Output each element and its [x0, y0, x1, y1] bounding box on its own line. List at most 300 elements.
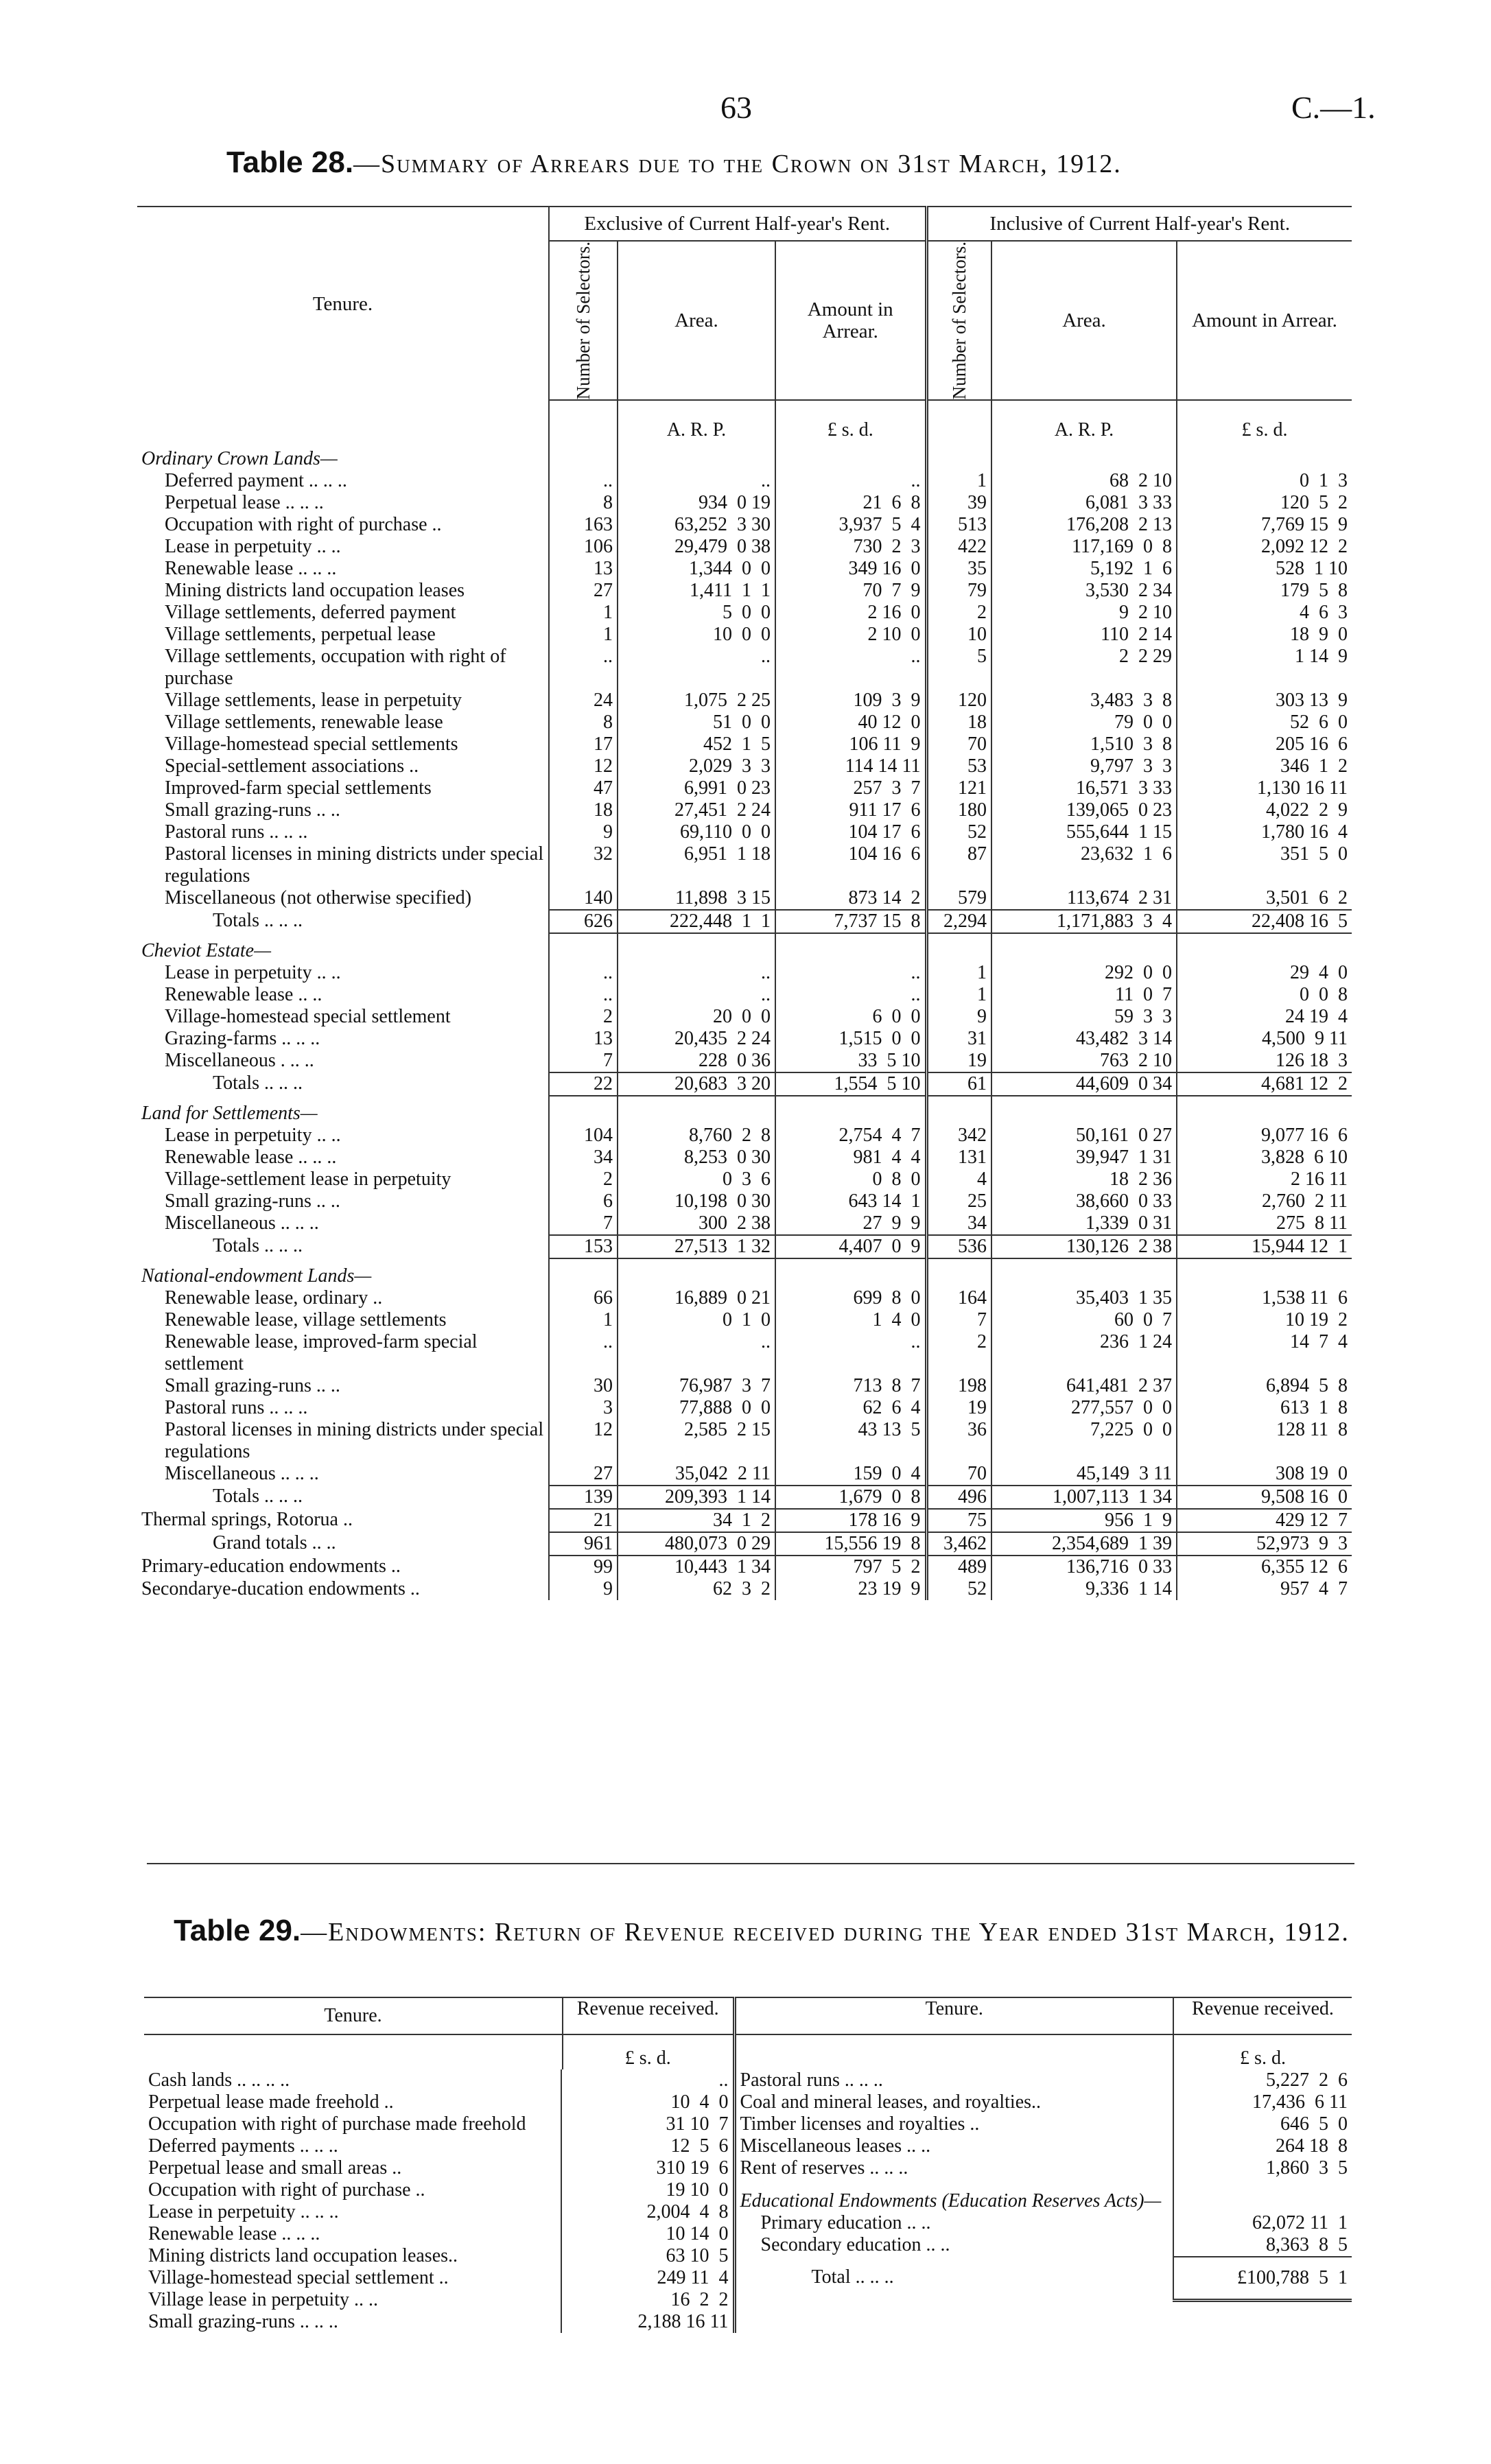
table-row	[137, 962, 1352, 984]
list-item	[144, 2223, 733, 2245]
empty-cell	[991, 1096, 1177, 1125]
area-inclusive: 38,660 0 33	[991, 1190, 1177, 1212]
amount-exclusive: 23 19 9	[775, 1578, 926, 1600]
selectors-exclusive: 163	[549, 514, 618, 536]
amount-exclusive: 257 3 7	[775, 777, 926, 799]
area-exclusive: 6,991 0 23	[618, 777, 775, 799]
list-item-label: Rent of reserves .. .. ..	[740, 2157, 908, 2179]
amount-inclusive: 429 12 7	[1177, 1509, 1352, 1532]
amount-exclusive: 730 2 3	[775, 536, 926, 558]
area-inclusive: 110 2 14	[991, 624, 1177, 646]
selectors-inclusive: 31	[926, 1028, 991, 1050]
amount-exclusive: ..	[775, 470, 926, 492]
total-row	[137, 1486, 1352, 1509]
list-item	[144, 2069, 733, 2091]
selectors-inclusive: 164	[926, 1287, 991, 1309]
selectors-inclusive: 131	[926, 1147, 991, 1169]
area-exclusive: 0 1 0	[618, 1309, 775, 1331]
list-item	[144, 2201, 733, 2223]
list-item-label: Cash lands .. .. .. ..	[148, 2069, 290, 2091]
selectors-inclusive: 70	[926, 734, 991, 755]
row-label: Grand totals .. ..	[213, 1532, 336, 1554]
amount-exclusive: 643 14 1	[775, 1190, 926, 1212]
amount-inclusive: 29 4 0	[1177, 962, 1352, 984]
row-label: Village settlements, deferred payment	[165, 602, 456, 624]
selectors-inclusive: 1	[926, 470, 991, 492]
t29-revenue-header-right: Revenue received.	[1173, 1997, 1352, 2034]
selectors-exclusive: 30	[549, 1375, 618, 1397]
table-row	[137, 1006, 1352, 1028]
list-item-label: Perpetual lease and small areas ..	[148, 2157, 402, 2179]
selectors-inclusive: 513	[926, 514, 991, 536]
list-item-value: 10 4 0	[561, 2091, 733, 2113]
amount-inclusive: 351 5 0	[1177, 843, 1352, 887]
amount-exclusive: 349 16 0	[775, 558, 926, 580]
amount-exclusive: 911 17 6	[775, 799, 926, 821]
list-item-label: Occupation with right of purchase ..	[148, 2179, 425, 2201]
area-inclusive: 43,482 3 14	[991, 1028, 1177, 1050]
table-row	[137, 1309, 1352, 1331]
total-row	[137, 1072, 1352, 1096]
table28	[137, 206, 1352, 1600]
selectors-inclusive: 10	[926, 624, 991, 646]
area-inclusive: 1,171,883 3 4	[991, 910, 1177, 933]
area-exclusive: 6,951 1 18	[618, 843, 775, 887]
section-heading: Ordinary Crown Lands—	[141, 448, 338, 470]
row-label: Secondarye-ducation endowments ..	[141, 1578, 420, 1600]
selectors-inclusive: 75	[926, 1509, 991, 1532]
empty-cell	[549, 1258, 618, 1287]
selectors-exclusive: 27	[549, 1463, 618, 1486]
amount-inclusive: 275 8 11	[1177, 1212, 1352, 1235]
selectors-header-exclusive: Number of Selectors.	[573, 242, 594, 400]
area-inclusive: 44,609 0 34	[991, 1072, 1177, 1096]
area-inclusive: 16,571 3 33	[991, 777, 1177, 799]
area-inclusive: 11 0 7	[991, 984, 1177, 1006]
empty-cell	[549, 441, 618, 470]
amount-exclusive: 62 6 4	[775, 1397, 926, 1419]
selectors-inclusive: 9	[926, 1006, 991, 1028]
row-label: Pastoral runs .. .. ..	[165, 821, 308, 843]
area-exclusive: 5 0 0	[618, 602, 775, 624]
table29-label: Table 29.	[174, 1914, 301, 1947]
amount-inclusive: 613 1 8	[1177, 1397, 1352, 1419]
area-inclusive: 23,632 1 6	[991, 843, 1177, 887]
empty-cell	[775, 1096, 926, 1125]
selectors-exclusive: 2	[549, 1006, 618, 1028]
amount-exclusive: 33 5 10	[775, 1050, 926, 1072]
area-inclusive: 1,510 3 8	[991, 734, 1177, 755]
table-row	[137, 821, 1352, 843]
amount-exclusive: 981 4 4	[775, 1147, 926, 1169]
amount-inclusive: 308 19 0	[1177, 1463, 1352, 1486]
list-item	[144, 2091, 733, 2113]
amount-exclusive: 4,407 0 9	[775, 1235, 926, 1258]
area-exclusive: 29,479 0 38	[618, 536, 775, 558]
area-inclusive: 39,947 1 31	[991, 1147, 1177, 1169]
amount-inclusive: 2,760 2 11	[1177, 1190, 1352, 1212]
area-inclusive: 277,557 0 0	[991, 1397, 1177, 1419]
selectors-exclusive: 1	[549, 624, 618, 646]
page-number: 63	[720, 90, 752, 125]
selectors-exclusive: ..	[549, 470, 618, 492]
area-exclusive: ..	[618, 1331, 775, 1375]
table-row	[137, 1463, 1352, 1486]
amount-exclusive: 70 7 9	[775, 580, 926, 602]
empty-cell	[926, 441, 991, 470]
area-inclusive: 7,225 0 0	[991, 1419, 1177, 1463]
table-row	[137, 492, 1352, 514]
amount-inclusive: 957 4 7	[1177, 1578, 1352, 1600]
area-inclusive: 79 0 0	[991, 712, 1177, 734]
area-header-inclusive: Area.	[991, 241, 1177, 400]
row-label: Pastoral licenses in mining districts under special regulations	[165, 843, 544, 887]
row-label: Small grazing-runs .. ..	[165, 799, 340, 821]
row-label: Renewable lease, village settlements	[165, 1309, 447, 1331]
area-exclusive: 222,448 1 1	[618, 910, 775, 933]
area-inclusive: 1,007,113 1 34	[991, 1486, 1177, 1509]
list-item-value: 646 5 0	[1173, 2113, 1352, 2135]
list-item-value: 63 10 5	[561, 2245, 733, 2267]
list-item-label: Timber licenses and royalties ..	[740, 2113, 980, 2135]
selectors-exclusive: 8	[549, 492, 618, 514]
table-row	[137, 1509, 1352, 1532]
table-row	[137, 843, 1352, 887]
list-item	[736, 2069, 1352, 2091]
area-exclusive: 480,073 0 29	[618, 1532, 775, 1556]
table28-caption: —Summary of Arrears due to the Crown on 31st March, 1912.	[353, 150, 1122, 178]
amount-exclusive: 27 9 9	[775, 1212, 926, 1235]
list-item-value: ..	[561, 2069, 733, 2091]
area-exclusive: 2,029 3 3	[618, 755, 775, 777]
amount-inclusive: 2 16 11	[1177, 1169, 1352, 1190]
selectors-exclusive: 66	[549, 1287, 618, 1309]
area-exclusive: 452 1 5	[618, 734, 775, 755]
row-label: Lease in perpetuity .. ..	[165, 1125, 341, 1147]
area-inclusive: 50,161 0 27	[991, 1125, 1177, 1147]
list-item-value: 16 2 2	[561, 2289, 733, 2311]
list-item-label: Mining districts land occupation leases..	[148, 2245, 458, 2266]
selectors-inclusive: 53	[926, 755, 991, 777]
list-item-label: Lease in perpetuity .. .. ..	[148, 2201, 339, 2222]
table-row	[137, 602, 1352, 624]
amount-inclusive: 18 9 0	[1177, 624, 1352, 646]
row-label: Miscellaneous . .. ..	[165, 1050, 314, 1072]
list-item	[144, 2113, 733, 2135]
list-item-label: Renewable lease .. .. ..	[148, 2223, 320, 2244]
area-inclusive: 35,403 1 35	[991, 1287, 1177, 1309]
selectors-exclusive: 140	[549, 887, 618, 910]
list-item	[736, 2157, 1352, 2179]
amount-inclusive: 4,022 2 9	[1177, 799, 1352, 821]
empty-cell	[618, 933, 775, 962]
row-label: Renewable lease, ordinary ..	[165, 1287, 383, 1309]
list-item-value: 5,227 2 6	[1173, 2069, 1352, 2091]
table-row	[137, 1419, 1352, 1463]
table29-caption: —Endowments: Return of Revenue received during the Year ended 31st March, 1912.	[301, 1918, 1350, 1947]
amount-header-exclusive: Amount in Arrear.	[775, 241, 926, 400]
empty-cell	[991, 933, 1177, 962]
amount-inclusive: 3,828 6 10	[1177, 1147, 1352, 1169]
area-exclusive: 16,889 0 21	[618, 1287, 775, 1309]
area-exclusive: 20,435 2 24	[618, 1028, 775, 1050]
amount-exclusive: 106 11 9	[775, 734, 926, 755]
area-exclusive: 76,987 3 7	[618, 1375, 775, 1397]
row-label: Mining districts land occupation leases	[165, 580, 465, 602]
table-row	[137, 1331, 1352, 1375]
selectors-exclusive: 22	[549, 1072, 618, 1096]
area-exclusive: 934 0 19	[618, 492, 775, 514]
list-item-value: 2,004 4 8	[561, 2201, 733, 2223]
table-row	[137, 1050, 1352, 1072]
t29-units-right: £ s. d.	[1173, 2034, 1352, 2069]
amount-inclusive: 4 6 3	[1177, 602, 1352, 624]
row-label: Renewable lease .. .. ..	[165, 1147, 337, 1169]
table29	[144, 1997, 1352, 2333]
list-item-value: 17,436 6 11	[1173, 2091, 1352, 2113]
amount-inclusive: 346 1 2	[1177, 755, 1352, 777]
list-item	[736, 2212, 1352, 2234]
selectors-inclusive: 61	[926, 1072, 991, 1096]
list-item	[144, 2179, 733, 2201]
list-item-label: Village-homestead special settlement ..	[148, 2267, 449, 2288]
selectors-exclusive: 34	[549, 1147, 618, 1169]
area-inclusive: 3,483 3 8	[991, 690, 1177, 712]
area-inclusive: 68 2 10	[991, 470, 1177, 492]
area-exclusive: 69,110 0 0	[618, 821, 775, 843]
area-exclusive: 10,443 1 34	[618, 1556, 775, 1578]
row-label: Village settlements, perpetual lease	[165, 624, 436, 646]
row-label: Totals .. .. ..	[213, 1235, 303, 1257]
area-inclusive: 9,336 1 14	[991, 1578, 1177, 1600]
table-row	[137, 536, 1352, 558]
area-exclusive: 209,393 1 14	[618, 1486, 775, 1509]
area-exclusive: ..	[618, 984, 775, 1006]
row-label: Pastoral runs .. .. ..	[165, 1397, 308, 1419]
list-item-value: 264 18 8	[1173, 2135, 1352, 2157]
area-exclusive: 20,683 3 20	[618, 1072, 775, 1096]
selectors-exclusive: 13	[549, 1028, 618, 1050]
row-label: Village-homestead special settlement	[165, 1006, 451, 1028]
list-item-label: Small grazing-runs .. .. ..	[148, 2311, 338, 2332]
amount-exclusive: 873 14 2	[775, 887, 926, 910]
amount-exclusive: 15,556 19 8	[775, 1532, 926, 1556]
amount-inclusive: 4,681 12 2	[1177, 1072, 1352, 1096]
row-label: Totals .. .. ..	[213, 1072, 303, 1094]
table-row	[137, 777, 1352, 799]
selectors-exclusive: ..	[549, 984, 618, 1006]
selectors-exclusive: 106	[549, 536, 618, 558]
amount-inclusive: 14 7 4	[1177, 1331, 1352, 1375]
table-row	[137, 1397, 1352, 1419]
list-item-label: Primary education .. ..	[760, 2212, 931, 2233]
t29-revenue-header-left: Revenue received.	[563, 1997, 734, 2034]
empty-cell	[618, 1258, 775, 1287]
list-item-value: 12 5 6	[561, 2135, 733, 2157]
selectors-inclusive: 36	[926, 1419, 991, 1463]
selectors-inclusive: 4	[926, 1169, 991, 1190]
row-label: Totals .. .. ..	[213, 1486, 303, 1507]
area-inclusive: 6,081 3 33	[991, 492, 1177, 514]
selectors-exclusive: 104	[549, 1125, 618, 1147]
table-row	[137, 558, 1352, 580]
grand-total-row	[137, 1532, 1352, 1556]
amount-inclusive: 1,130 16 11	[1177, 777, 1352, 799]
amount-exclusive: 40 12 0	[775, 712, 926, 734]
selectors-inclusive: 70	[926, 1463, 991, 1486]
amount-inclusive: 52,973 9 3	[1177, 1532, 1352, 1556]
selectors-inclusive: 198	[926, 1375, 991, 1397]
selectors-inclusive: 52	[926, 1578, 991, 1600]
selectors-inclusive: 121	[926, 777, 991, 799]
amount-exclusive: ..	[775, 962, 926, 984]
area-inclusive: 113,674 2 31	[991, 887, 1177, 910]
selectors-inclusive: 489	[926, 1556, 991, 1578]
row-label: Village settlements, renewable lease	[165, 712, 443, 734]
area-exclusive: 1,344 0 0	[618, 558, 775, 580]
area-inclusive: 18 2 36	[991, 1169, 1177, 1190]
selectors-inclusive: 2,294	[926, 910, 991, 933]
area-exclusive: 51 0 0	[618, 712, 775, 734]
area-exclusive: 35,042 2 11	[618, 1463, 775, 1486]
selectors-exclusive: 6	[549, 1190, 618, 1212]
table-row	[137, 514, 1352, 536]
amount-inclusive: 0 0 8	[1177, 984, 1352, 1006]
area-inclusive: 292 0 0	[991, 962, 1177, 984]
row-label: Lease in perpetuity .. ..	[165, 536, 341, 558]
selectors-exclusive: 1	[549, 1309, 618, 1331]
selectors-exclusive: 8	[549, 712, 618, 734]
section-heading: Cheviot Estate—	[141, 940, 271, 962]
table29-title	[158, 1914, 1365, 1949]
selectors-inclusive: 3,462	[926, 1532, 991, 1556]
section-row	[137, 1258, 1352, 1287]
area-exclusive: 2,585 2 15	[618, 1419, 775, 1463]
area-inclusive: 236 1 24	[991, 1331, 1177, 1375]
amount-exclusive: ..	[775, 646, 926, 690]
area-inclusive: 176,208 2 13	[991, 514, 1177, 536]
amount-exclusive: 2,754 4 7	[775, 1125, 926, 1147]
area-inclusive: 763 2 10	[991, 1050, 1177, 1072]
selectors-exclusive: 139	[549, 1486, 618, 1509]
area-exclusive: ..	[618, 962, 775, 984]
area-inclusive: 60 0 7	[991, 1309, 1177, 1331]
area-inclusive: 136,716 0 33	[991, 1556, 1177, 1578]
row-label: Village-settlement lease in perpetuity	[165, 1169, 451, 1190]
empty-cell	[926, 933, 991, 962]
list-item-label: Occupation with right of purchase made freehold	[148, 2113, 526, 2135]
list-item-label: Perpetual lease made freehold ..	[148, 2091, 394, 2113]
table-row	[137, 887, 1352, 910]
table-row	[137, 580, 1352, 602]
row-label: Deferred payment .. .. ..	[165, 470, 347, 492]
t29-tenure-header-left: Tenure.	[144, 1997, 563, 2034]
selectors-exclusive: 27	[549, 580, 618, 602]
table-row	[137, 1556, 1352, 1578]
total-row	[137, 1235, 1352, 1258]
section-row	[137, 441, 1352, 470]
list-item-value: 19 10 0	[561, 2179, 733, 2201]
row-label: Village settlements, occupation with right of purchase	[165, 646, 506, 690]
list-item	[736, 2234, 1352, 2257]
table28-bottom-rule	[147, 1863, 1354, 1864]
table-row	[137, 1287, 1352, 1309]
section-row	[137, 1096, 1352, 1125]
list-item	[144, 2157, 733, 2179]
amount-exclusive: 7,737 15 8	[775, 910, 926, 933]
amount-exclusive: 114 14 11	[775, 755, 926, 777]
amount-inclusive: 10 19 2	[1177, 1309, 1352, 1331]
amount-exclusive: 2 16 0	[775, 602, 926, 624]
selectors-inclusive: 2	[926, 602, 991, 624]
amount-exclusive: 6 0 0	[775, 1006, 926, 1028]
area-exclusive: 10 0 0	[618, 624, 775, 646]
amount-inclusive: 22,408 16 5	[1177, 910, 1352, 933]
amount-inclusive: 120 5 2	[1177, 492, 1352, 514]
selectors-inclusive: 536	[926, 1235, 991, 1258]
selectors-exclusive: 9	[549, 821, 618, 843]
selectors-inclusive: 18	[926, 712, 991, 734]
selectors-header-inclusive: Number of Selectors.	[949, 242, 970, 400]
list-item-value: 249 11 4	[561, 2267, 733, 2289]
selectors-exclusive: ..	[549, 962, 618, 984]
amount-inclusive: 1 14 9	[1177, 646, 1352, 690]
amount-exclusive: 1 4 0	[775, 1309, 926, 1331]
amount-inclusive: 1,780 16 4	[1177, 821, 1352, 843]
selectors-inclusive: 79	[926, 580, 991, 602]
area-inclusive: 1,339 0 31	[991, 1212, 1177, 1235]
list-item-label: Coal and mineral leases, and royalties..	[740, 2091, 1042, 2113]
table-row	[137, 1147, 1352, 1169]
area-inclusive: 956 1 9	[991, 1509, 1177, 1532]
empty-cell	[1177, 1258, 1352, 1287]
area-inclusive: 555,644 1 15	[991, 821, 1177, 843]
selectors-inclusive: 19	[926, 1397, 991, 1419]
row-label: Perpetual lease .. .. ..	[165, 492, 324, 514]
table-row	[137, 470, 1352, 492]
selectors-exclusive: 18	[549, 799, 618, 821]
area-inclusive: 139,065 0 23	[991, 799, 1177, 821]
money-units-inclusive: £ s. d.	[1177, 400, 1352, 441]
area-exclusive: 27,451 2 24	[618, 799, 775, 821]
selectors-exclusive: 21	[549, 1509, 618, 1532]
empty-cell	[618, 1096, 775, 1125]
area-exclusive: 11,898 3 15	[618, 887, 775, 910]
area-exclusive: 10,198 0 30	[618, 1190, 775, 1212]
area-exclusive: 8,253 0 30	[618, 1147, 775, 1169]
selectors-inclusive: 120	[926, 690, 991, 712]
exclusive-header: Exclusive of Current Half-year's Rent.	[549, 207, 926, 241]
area-exclusive: 20 0 0	[618, 1006, 775, 1028]
section-heading: National-endowment Lands—	[141, 1265, 372, 1287]
row-label: Renewable lease .. .. ..	[165, 558, 337, 580]
row-label: Pastoral licenses in mining districts under special regulations	[165, 1419, 544, 1463]
list-item-label: Secondary education .. ..	[760, 2234, 950, 2255]
list-item	[144, 2289, 733, 2311]
list-item-label: Village lease in perpetuity .. ..	[148, 2289, 378, 2310]
area-exclusive: ..	[618, 470, 775, 492]
amount-exclusive: 1,679 0 8	[775, 1486, 926, 1509]
table-row	[137, 755, 1352, 777]
list-item-value: 31 10 7	[561, 2113, 733, 2135]
amount-exclusive: 797 5 2	[775, 1556, 926, 1578]
amount-inclusive: 24 19 4	[1177, 1006, 1352, 1028]
selectors-exclusive: 12	[549, 1419, 618, 1463]
list-item-value: 62,072 11 1	[1173, 2212, 1352, 2234]
row-label: Grazing-farms .. .. ..	[165, 1028, 320, 1050]
list-item-value: £100,788 5 1	[1173, 2257, 1352, 2301]
amount-exclusive: 109 3 9	[775, 690, 926, 712]
